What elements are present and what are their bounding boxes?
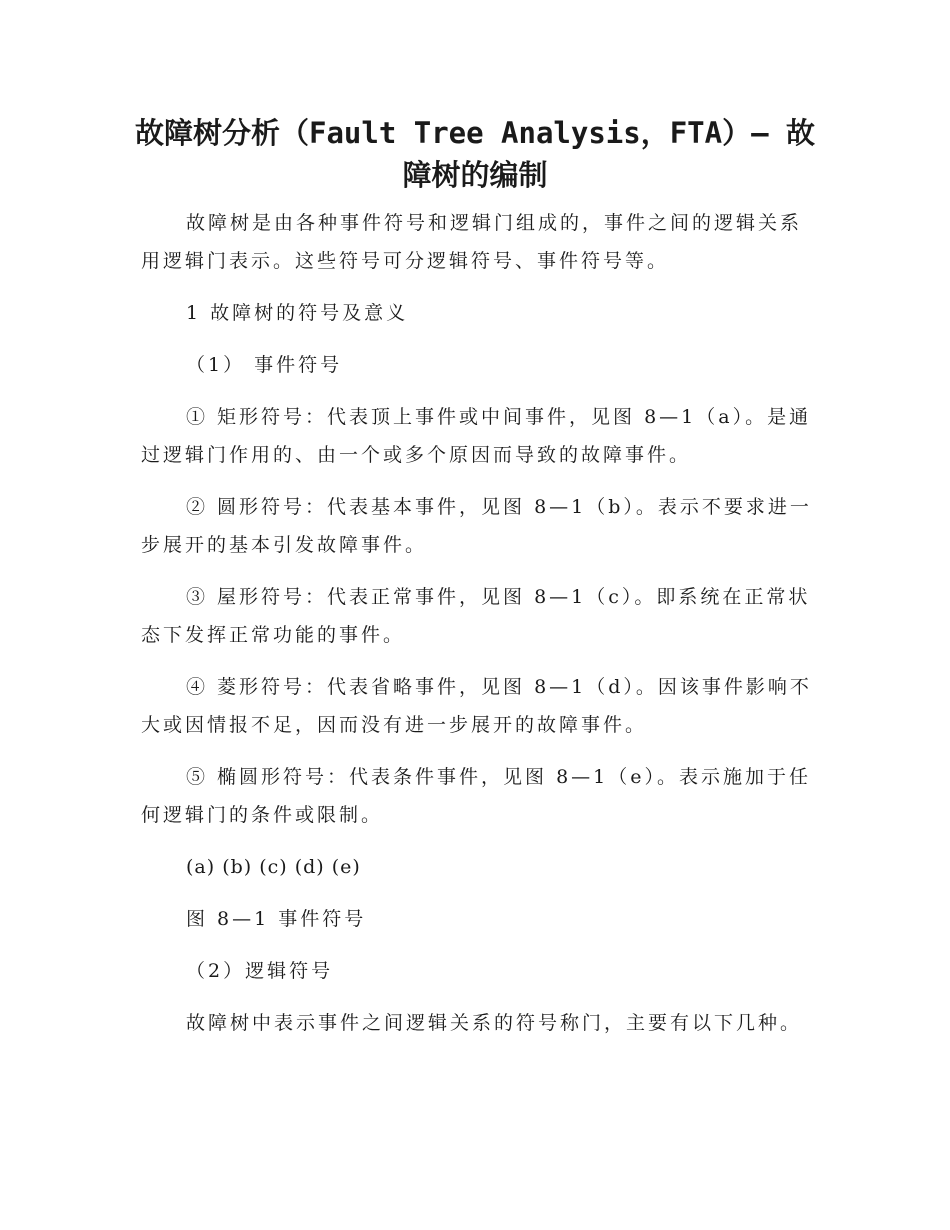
paragraph-line: 故障树中表示事件之间逻辑关系的符号称门，主要有以下几种。 [186, 1012, 803, 1034]
subsection-heading-logic-symbols [141, 952, 796, 990]
paragraph-line: ② 圆形符号：代表基本事件，见图 8—1（b）。表示不要求进一 [186, 496, 812, 518]
paragraph-line: ⑤ 椭圆形符号：代表条件事件，见图 8—1（e）。表示施加于任 [186, 766, 812, 788]
paragraph-diamond-symbol [141, 668, 812, 744]
paragraph-line: ① 矩形符号：代表顶上事件或中间事件，见图 8—1（a）。是通 [186, 406, 812, 428]
paragraph-line: （1） 事件符号 [186, 354, 343, 376]
paragraph-line: 过逻辑门作用的、由一个或多个原因而导致的故障事件。 [141, 444, 692, 466]
paragraph-line: 大或因情报不足，因而没有进一步展开的故障事件。 [141, 714, 648, 736]
paragraph-line: 图 8—1 事件符号 [186, 908, 367, 930]
paragraph-line: 态下发挥正常功能的事件。 [141, 624, 406, 646]
paragraph-intro [141, 204, 803, 280]
paragraph-line: ③ 屋形符号：代表正常事件，见图 8—1（c）。即系统在正常状 [186, 586, 811, 608]
paragraph-house-symbol [141, 578, 811, 654]
figure-caption [141, 900, 796, 938]
section-heading-symbols [141, 294, 796, 332]
paragraph-gates-intro [141, 1004, 803, 1042]
subsection-heading-event-symbols [141, 346, 796, 384]
paragraph-line: 步展开的基本引发故障事件。 [141, 534, 428, 556]
paragraph-rectangle-symbol [141, 398, 812, 474]
paragraph-line: 故障树是由各种事件符号和逻辑门组成的，事件之间的逻辑关系 [186, 212, 803, 234]
title-line-1: 故障树分析（Fault Tree Analysis，FTA）— 故 [134, 116, 816, 150]
title-line-2: 障树的编制 [402, 158, 548, 192]
paragraph-line: （2）逻辑符号 [186, 960, 334, 982]
paragraph-line: (a) (b) (c) (d) (e) [186, 856, 361, 878]
paragraph-circle-symbol [141, 488, 812, 564]
figure-labels [141, 848, 796, 886]
document-title [130, 112, 820, 196]
paragraph-line: 1 故障树的符号及意义 [186, 302, 409, 324]
paragraph-line: 何逻辑门的条件或限制。 [141, 804, 384, 826]
paragraph-line: 用逻辑门表示。这些符号可分逻辑符号、事件符号等。 [141, 250, 670, 272]
paragraph-line: ④ 菱形符号：代表省略事件，见图 8—1（d）。因该事件影响不 [186, 676, 812, 698]
paragraph-ellipse-symbol [141, 758, 812, 834]
